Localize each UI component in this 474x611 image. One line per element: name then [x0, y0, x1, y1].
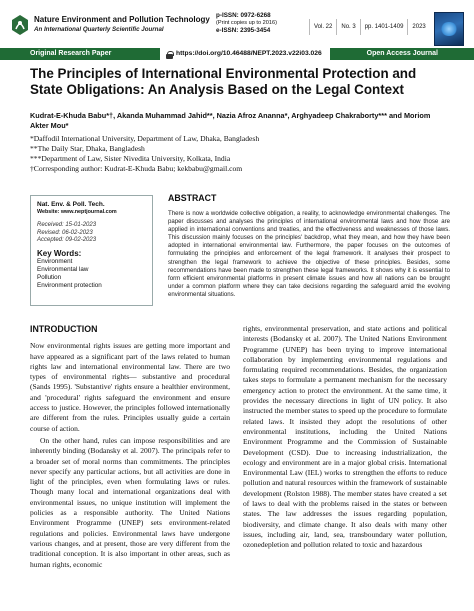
masthead — [10, 12, 464, 46]
doi-block[interactable] — [160, 48, 330, 60]
open-access-lock-icon — [166, 51, 173, 59]
article-dates — [37, 222, 146, 245]
keyword: Pollution — [37, 273, 62, 281]
journal-name: Nature Environment and Pollution Technology — [34, 15, 210, 24]
body-column-right — [243, 324, 447, 551]
article-type: Original Research Paper — [30, 49, 112, 57]
body-paragraph: Now environmental rights issues are getting more important and have appeared as a significant part of the laws related to human rights law and international environmental law. There are two types of environmental rights— substantive and procedural (Sands 1995). 'Substantive' rights ensure a healthier environment, and 'procedural' rights safeguard the environment and ensure access to justice. However, the principles followed internationally are different from the rules. Principles usually guide a certain course of action. — [30, 341, 230, 433]
body-paragraph: rights, environmental preservation, and state actions and political interests (Bodansky et al. 2007). The United Nations Environment Programme (UNEP) has been trying to improve international collaboration by implementing environmental regulations and formulating required recommendations. Besides, the organization takes steps to formulate a permanent mechanism for the necessary emergency action to protect the environment. At the same time, it provides the necessary directions in light of UN policy. It also instructed the member states to speed up the procedure to formulate related laws. It insisted they adopt the resolutions of other environmental institutions, including the United Nations Environment Programme and the Commission of Sustainable Development (CSD). Due to increasing industrialization, the ecology and environment are in a major global crisis. International Environmental Law (IEL) works to strengthen the efforts to reduce pollution and natural resources within the framework of sustainable development (Rolston 1988). The member states have created a set of laws to deal with the problems raised in the states or between states. The law addresses the issues regarding population, biodiversity, and climate change. It also deals with many other issues, including air, land, sea, transboundary water pollution, ozonedepletion and pollution related to toxic and hazardous — [243, 324, 447, 550]
keywords-heading: Key Words: — [37, 248, 82, 258]
issn-block — [216, 12, 308, 35]
article-info-box — [30, 195, 153, 306]
accepted-date: Accepted: 09-02-2023 — [37, 237, 97, 243]
infobox-heading: Nat. Env. & Poll. Tech. — [37, 201, 105, 208]
keyword: Environment — [37, 257, 73, 265]
section-heading-introduction: INTRODUCTION — [30, 324, 98, 334]
author-list: Kudrat-E-Khuda Babu*†, Akanda Muhammad Jahid**, Nazia Afroz Ananna*, Arghyadeep Chakraborty*** and Moriom Akter Mou* — [30, 111, 431, 130]
received-date: Received: 15-01-2023 — [37, 222, 97, 228]
year: 2023 — [407, 19, 429, 35]
body-paragraph: On the other hand, rules can impose responsibilities and are inherently binding (Bodansky et al. 2007). The principals refer to a broader set of moral norms than commitments. The principles never specify any particular actions, but all activities are done in light of the principles, even when formulating laws or rules. Though many local and international organizations deal with environmental issues, no unique institution will implement the policies as a responsible authority. The United Nations Environment Programme (UNEP) sets environment-related regulations and policies. Environmental laws have undergone various changes, and at present, those are very different from the traditional conception. It is also important in other areas, such as human rights, economic — [30, 435, 230, 569]
print-note: (Print copies up to 2016) — [216, 20, 277, 26]
affiliations — [30, 134, 450, 174]
eissn: e-ISSN: 2395-3454 — [216, 27, 271, 34]
journal-title-block — [34, 15, 224, 33]
journal-logo-icon — [10, 14, 30, 36]
page-range: pp. 1401-1409 — [360, 19, 408, 35]
doi-link[interactable]: https://doi.org/10.46488/NEPT.2023.v22i03.026 — [176, 49, 322, 57]
issue-meta — [309, 19, 430, 35]
article-banner — [0, 48, 474, 60]
body-column-left — [30, 324, 230, 570]
open-access-label: Open Access Journal — [366, 49, 438, 57]
corresponding-author: †Corresponding author: Kudrat-E-Khuda Babu; kekbabu@gmail.com — [30, 164, 243, 173]
affiliation-2: **The Daily Star, Dhaka, Bangladesh — [30, 144, 145, 153]
keyword: Environment protection — [37, 281, 102, 289]
journal-website[interactable]: Website: www.neptjournal.com — [37, 209, 117, 215]
pissn: p-ISSN: 0972-6268 — [216, 12, 271, 19]
journal-subtitle: An International Quarterly Scientific Journal — [34, 26, 164, 33]
volume: Vol. 22 — [309, 19, 336, 35]
issue-number: No. 3 — [336, 19, 359, 35]
journal-cover-image — [434, 12, 464, 46]
article-title: The Principles of International Environmental Protection and State Obligations: An Analysis Based on the Legal Context — [30, 66, 417, 97]
revised-date: Revised: 06-02-2023 — [37, 229, 93, 236]
affiliation-3: ***Department of Law, Sister Nivedita University, Kolkata, India — [30, 154, 231, 163]
keyword: Environmental law — [37, 265, 89, 273]
affiliation-1: *Daffodil International University, Department of Law, Dhaka, Bangladesh — [30, 134, 260, 143]
abstract-heading: ABSTRACT — [168, 193, 217, 203]
abstract-text: There is now a worldwide collective obligation, a reality, to acknowledge environmental challenges. The paper discusses and analyses the principles of international environmental laws and how those are applied in international conventions and treaties, and the effectiveness and weaknesses of those laws. This discussion mainly focuses on the principles' backdrop, what they mean, and how they have been adopted in international environmental law. Furthermore, the paper focuses on the outcomes of formulating the principles and enforcement of the legal framework. It analyses their prospect to strengthen the legal framework to achieve the objective of these principles. Besides, some recommendations have been made to strengthen these legal frameworks. It shows why it is essential to form efficient environmental platforms in present climate issues and how all nations can be brought under a common platform where they can take decisions regarding the safeguard amid the evolving environmental situations. — [168, 210, 450, 298]
